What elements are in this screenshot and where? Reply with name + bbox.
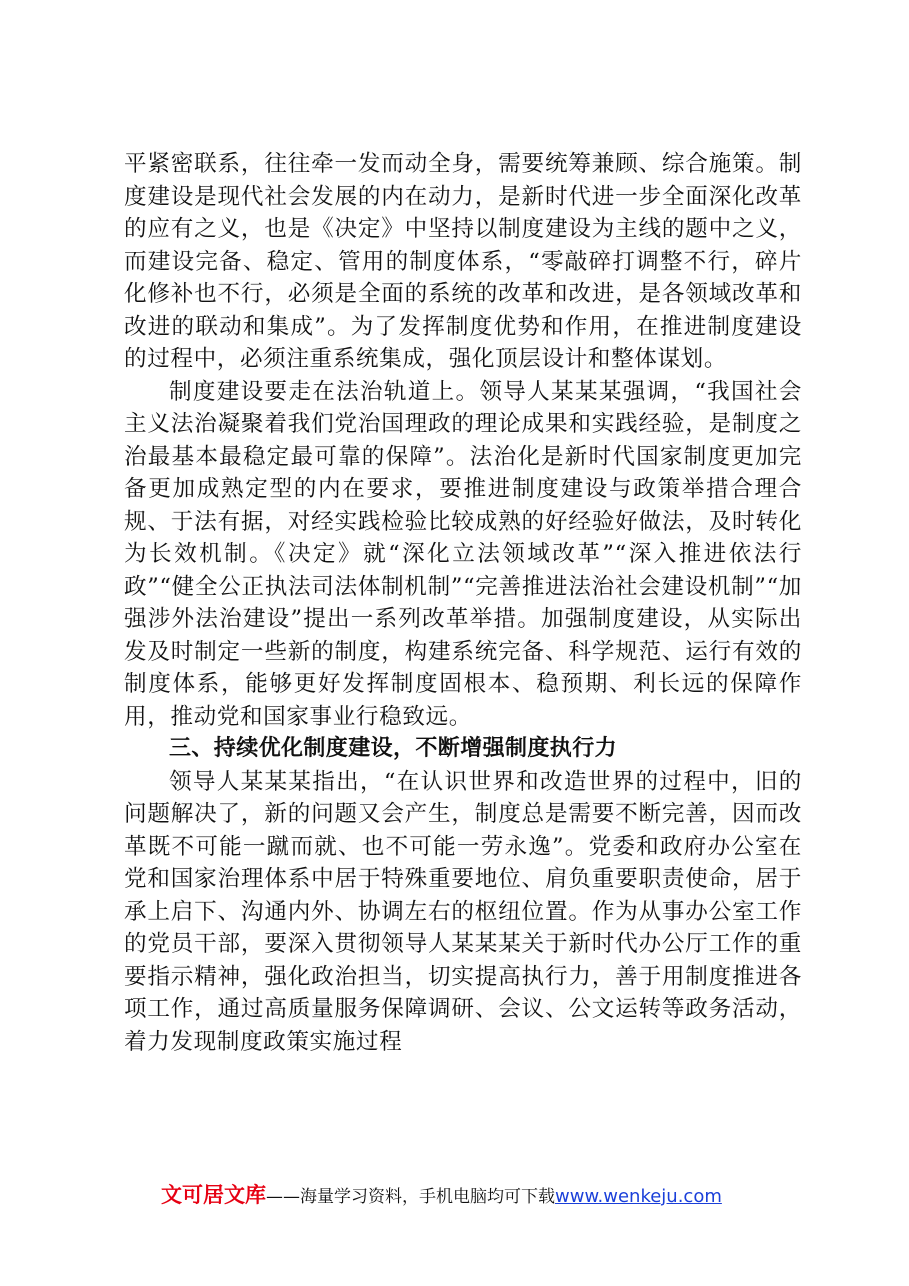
- footer-website-link[interactable]: www.wenkeju.com: [555, 1186, 722, 1207]
- footer-dash: ——: [266, 1187, 300, 1207]
- footer-tagline: 海量学习资料，手机电脑均可下载: [300, 1187, 555, 1207]
- footer-brand: 文可居文库: [161, 1183, 266, 1207]
- footer-banner: [161, 1180, 781, 1212]
- paragraph-3: 领导人某某某指出，“在认识世界和改造世界的过程中，旧的问题解决了，新的问题又会产生，制度总是需要不断完善，因而改革既不可能一蹴而就、也不可能一劳永逸”。党委和政府办公室在党和国家治理体系中居于特殊重要地位、肩负重要职责使命，居于承上启下、沟通内外、协调左右的枢纽位置。作为从事办公室工作的党员干部，要深入贯彻领导人某某某关于新时代办公厅工作的重要指示精神，强化政治担当，切实提高执行力，善于用制度推进各项工作，通过高质量服务保障调研、会议、公文运转等政务活动，着力发现制度政策实施过程: [124, 768, 802, 1055]
- paragraph-2: 制度建设要走在法治轨道上。领导人某某某强调，“我国社会主义法治凝聚着我们党治国理政的理论成果和实践经验，是制度之治最基本最稳定最可靠的保障”。法治化是新时代国家制度更加完备更加成熟定型的内在要求，要推进制度建设与政策举措合理合规、于法有据，对经实践检验比较成熟的好经验好做法，及时转化为长效机制。《决定》就“深化立法领域改革”“深入推进依法行政”“健全公正执法司法体制机制”“完善推进法治社会建设机制”“加强涉外法治建设”提出一系列改革举措。加强制度建设，从实际出发及时制定一些新的制度，构建系统完备、科学规范、运行有效的制度体系，能够更好发挥制度固根本、稳预期、利长远的保障作用，推动党和国家事业行稳致远。: [124, 378, 802, 730]
- paragraph-1: 平紧密联系，往往牵一发而动全身，需要统筹兼顾、综合施策。制度建设是现代社会发展的内在动力，是新时代进一步全面深化改革的应有之义，也是《决定》中坚持以制度建设为主线的题中之义，而建设完备、稳定、管用的制度体系，“零敲碎打调整不行，碎片化修补也不行，必须是全面的系统的改革和改进，是各领域改革和改进的联动和集成”。为了发挥制度优势和作用，在推进制度建设的过程中，必须注重系统集成，强化顶层设计和整体谋划。: [124, 151, 802, 372]
- section-heading: 三、持续优化制度建设，不断增强制度执行力: [169, 736, 618, 761]
- document-body: [124, 148, 802, 1058]
